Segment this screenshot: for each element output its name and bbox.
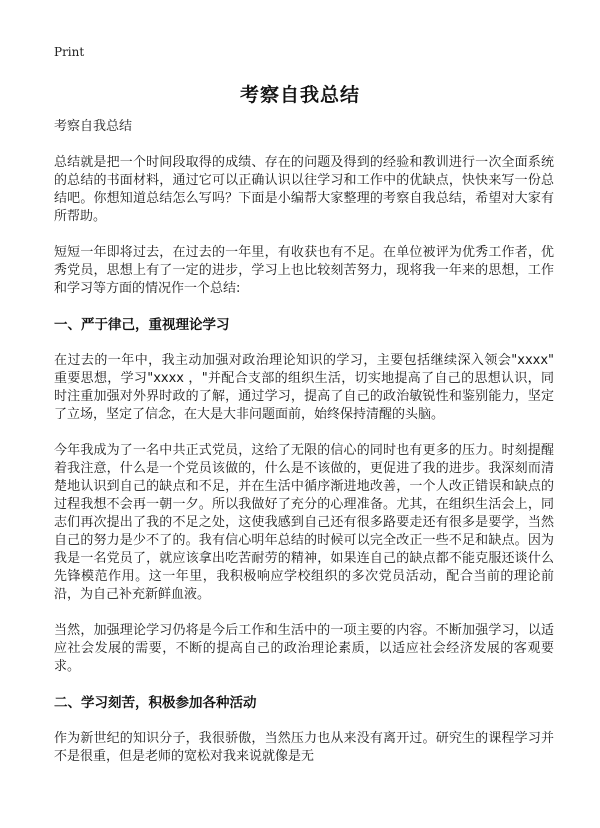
document-subtitle: 考察自我总结 [54, 119, 133, 134]
section-1-paragraph-2: 今年我成为了一名中共正式党员，这给了无限的信心的同时也有更多的压力。时刻提醒着我注意，什么是一个党员该做的，什么是不该做的，更促进了我的进步。我深刻而清楚地认识到自己的缺点和不足，并在生活中循序渐进地改善，一个人改正错误和缺点的过程我想不会再一朝一夕。所以我做好了充分的心理准备。尤其，在组织生活会上，同志们再次提出了我的不足之处，这使我感到自己还有很多路要走还有很多是要学，当然自己的努力是少不了的。我有信心明年总结的时候可以完全改正一些不足和缺点。因为我是一名党员了，就应该拿出吃苦耐劳的精神，如果连自己的缺点都不能克服还谈什么先锋模范作用。这一年里，我积极响应学校组织的多次党员活动，配合当前的理论前沿，为自己补充新鲜血液。 [54, 443, 554, 602]
document-title: 考察自我总结 [239, 84, 360, 106]
opening-paragraph: 短短一年即将过去，在过去的一年里，有收获也有不足。在单位被评为优秀工作者，优秀党员，思想上有了一定的进步，学习上也比较刻苦努力，现将我一年来的思想，工作和学习等方面的情况作一个总结: [54, 245, 554, 296]
section-1-heading: 一、严于律己，重视理论学习 [54, 317, 230, 333]
print-link[interactable]: Print [54, 45, 85, 59]
section-1-paragraph-3: 当然，加强理论学习仍将是今后工作和生活中的一项主要的内容。不断加强学习，以适应社会发展的需要，不断的提高自己的政治理论素质，以适应社会经济发展的客观要求。 [54, 623, 554, 674]
intro-paragraph: 总结就是把一个时间段取得的成绩、存在的问题及得到的经验和教训进行一次全面系统的总结的书面材料，通过它可以正确认识以往学习和工作中的优缺点，快快来写一份总结吧。你想知道总结怎么写吗？下面是小编帮大家整理的考察自我总结，希望对大家有所帮助。 [54, 155, 554, 224]
section-1-paragraph-1: 在过去的一年中，我主动加强对政治理论知识的学习，主要包括继续深入领会"xxxx" 重要思想，学习"xxxx ，"并配合支部的组织生活，切实地提高了自己的思想认识，同时注重加强对外界时政的了解，通过学习，提高了自己的政治敏锐性和鉴别能力，坚定了立场，坚定了信念，在大是大非问题面前，始终保持清醒的头脑。 [54, 353, 554, 422]
section-2-paragraph-1: 作为新世纪的知识分子，我很骄傲，当然压力也从来没有离开过。研究生的课程学习并不是很重，但是老师的宽松对我来说就像是无 [54, 731, 554, 764]
document-body [54, 118, 554, 784]
section-2-heading: 二、学习刻苦，积极参加各种活动 [54, 695, 257, 711]
